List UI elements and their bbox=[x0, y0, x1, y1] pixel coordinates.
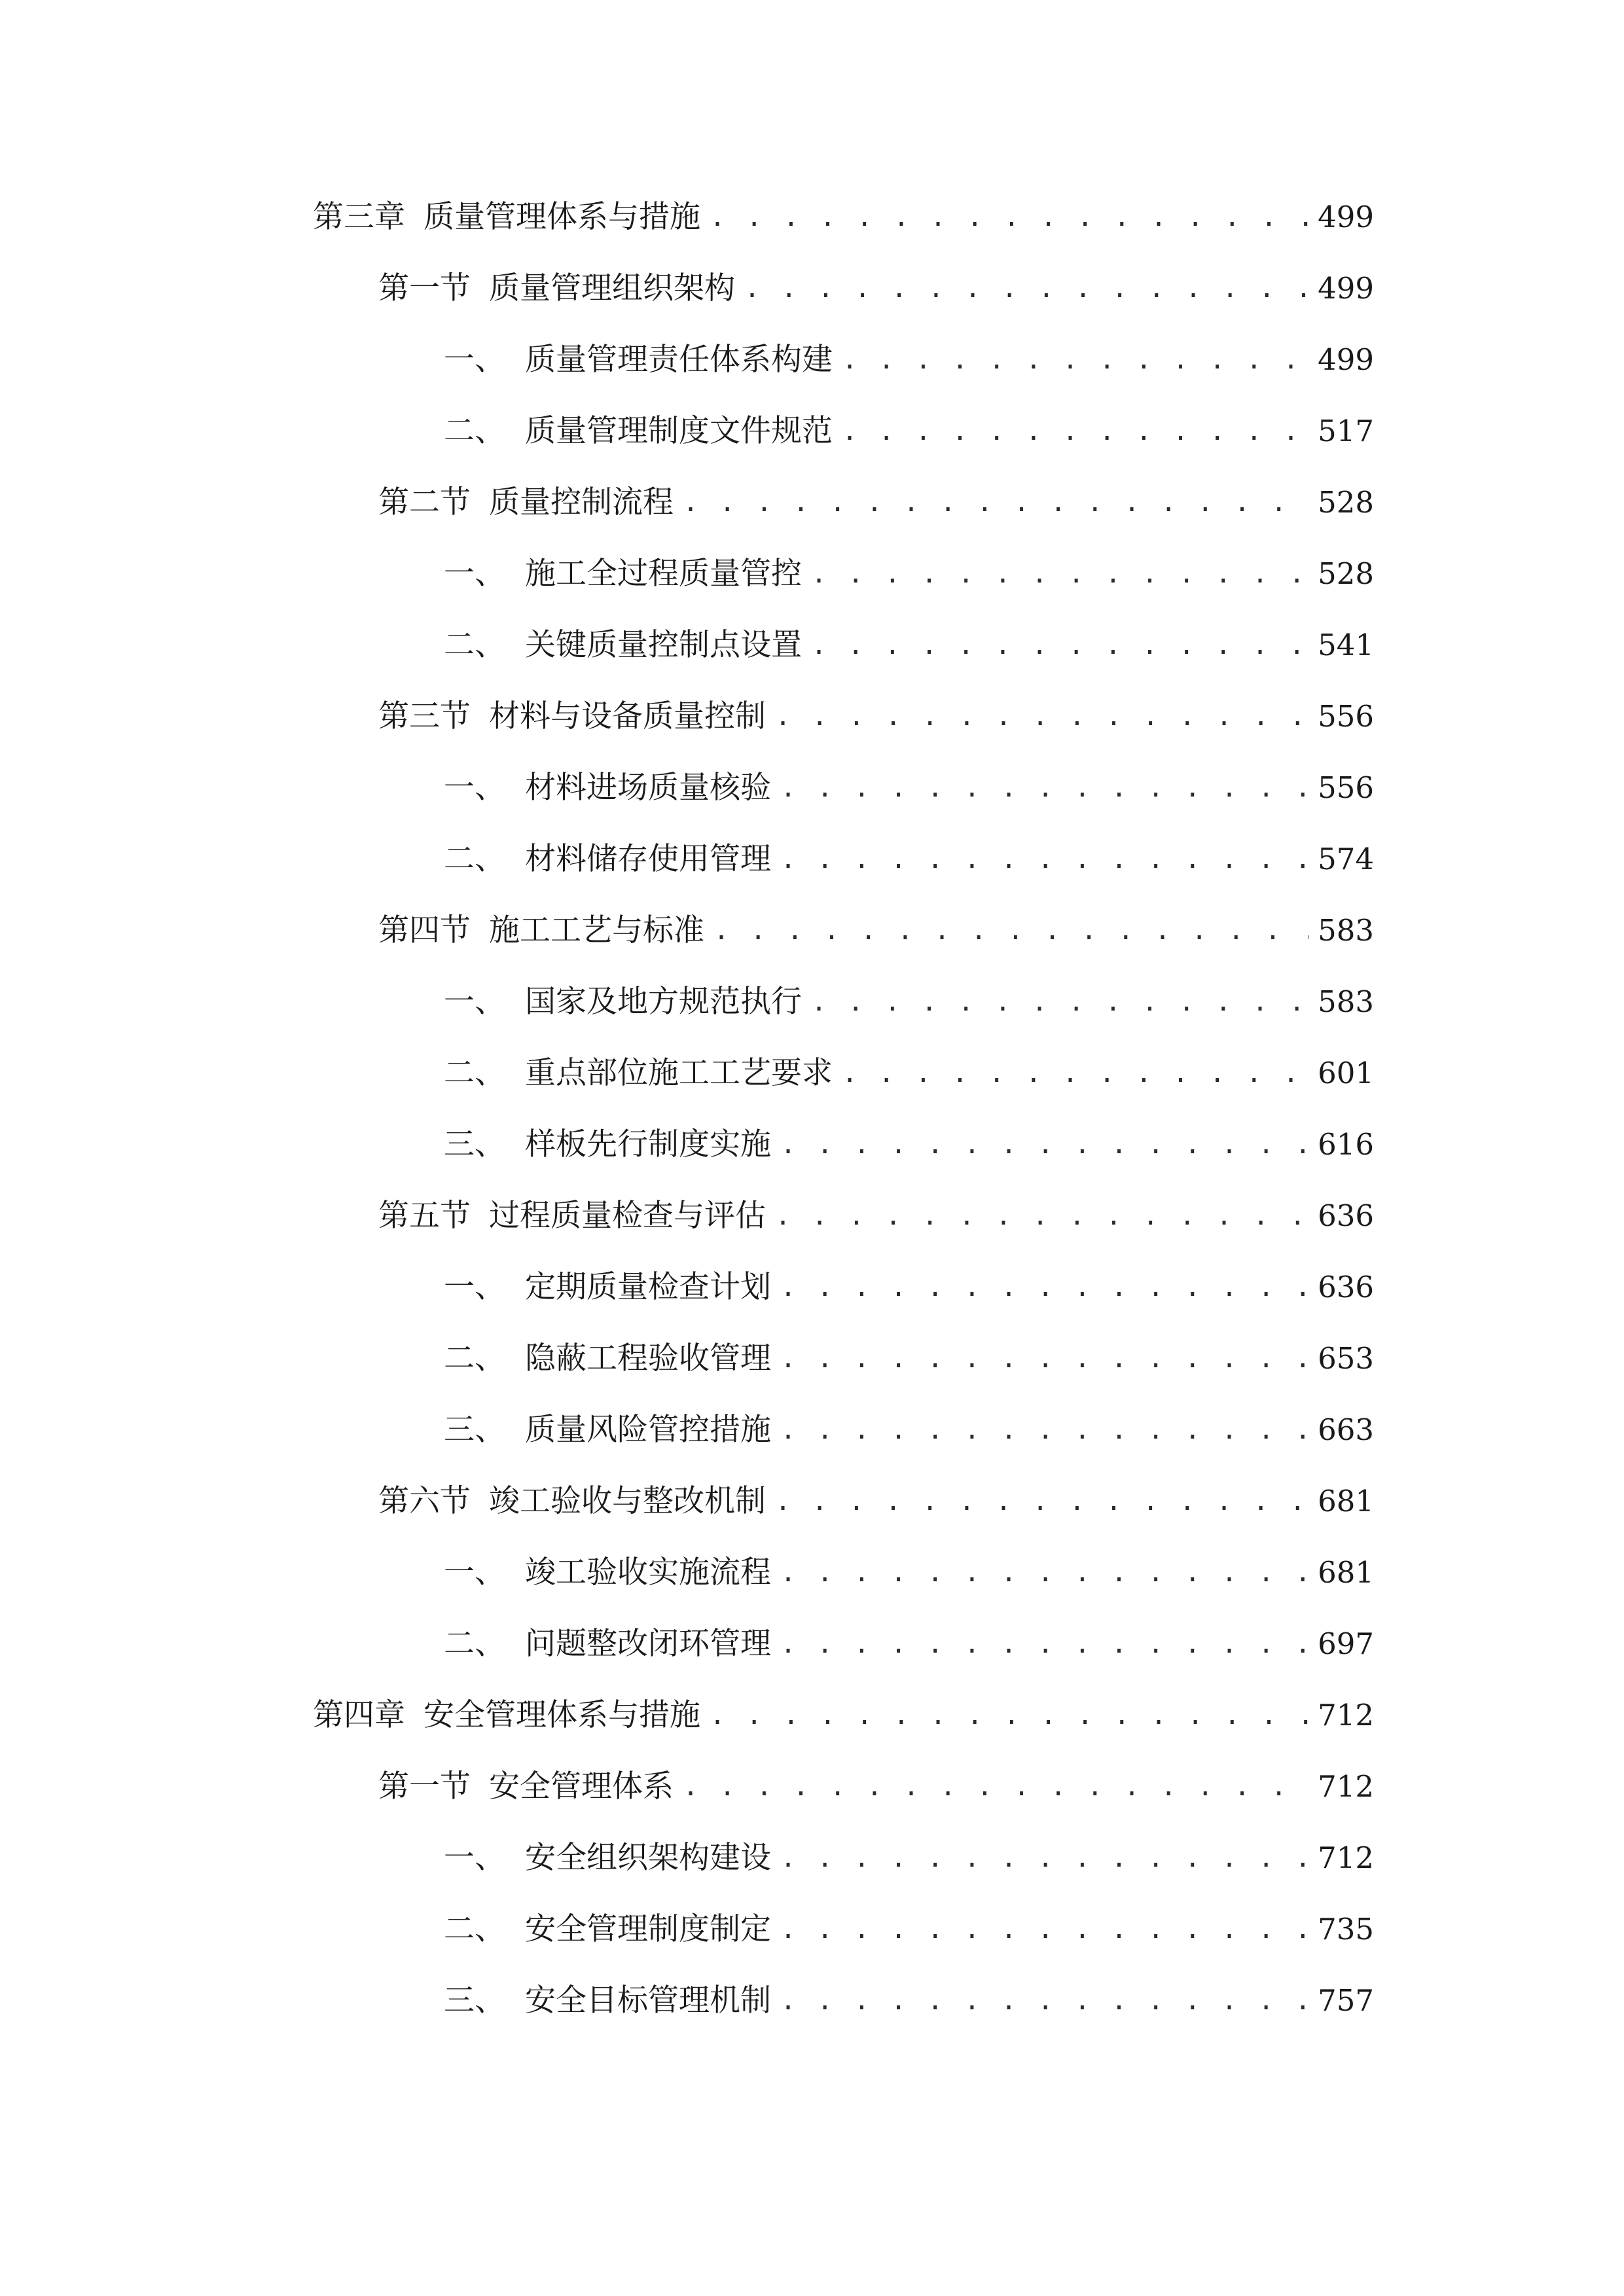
toc-page-number: 528 bbox=[1318, 485, 1374, 520]
toc-entry-item[interactable] bbox=[444, 1550, 1374, 1596]
toc-page-number: 556 bbox=[1318, 699, 1374, 734]
toc-entry-title: 样板先行制度实施 bbox=[525, 1126, 771, 1162]
toc-entry-title: 安全管理体系与措施 bbox=[424, 1697, 700, 1733]
toc-entry-number: 第一节 bbox=[378, 1768, 471, 1804]
toc-entry-title: 安全组织架构建设 bbox=[525, 1840, 771, 1876]
toc-entry-number: 三、 bbox=[444, 1412, 505, 1448]
toc-entry-number: 三、 bbox=[444, 1126, 505, 1162]
toc-entry-title: 施工工艺与标准 bbox=[489, 912, 704, 948]
toc-page-number: 528 bbox=[1318, 556, 1374, 591]
toc-entry-number: 第三节 bbox=[378, 698, 471, 734]
toc-entry-title: 安全管理制度制定 bbox=[525, 1911, 771, 1947]
toc-entry-title: 问题整改闭环管理 bbox=[525, 1626, 771, 1662]
toc-entry-title: 过程质量检查与评估 bbox=[489, 1198, 766, 1234]
toc-dot-leader bbox=[811, 622, 1308, 668]
toc-entry-number: 二、 bbox=[444, 1055, 505, 1091]
toc-entry-item[interactable] bbox=[444, 1336, 1374, 1382]
toc-dot-leader bbox=[780, 1978, 1308, 2024]
toc-dot-leader bbox=[780, 1621, 1308, 1667]
toc-entry-number: 一、 bbox=[444, 556, 505, 592]
toc-page-number: 499 bbox=[1318, 271, 1374, 306]
toc-dot-leader bbox=[780, 1336, 1308, 1382]
toc-entry-number: 三、 bbox=[444, 1982, 505, 2018]
toc-entry-item[interactable] bbox=[444, 979, 1374, 1025]
toc-entry-number: 二、 bbox=[444, 841, 505, 877]
toc-entry-title: 质量管理体系与措施 bbox=[424, 199, 700, 235]
toc-entry-title: 竣工验收实施流程 bbox=[525, 1554, 771, 1590]
toc-page-number: 712 bbox=[1318, 1840, 1374, 1875]
toc-entry-section[interactable] bbox=[378, 1764, 1374, 1810]
toc-entry-number: 二、 bbox=[444, 413, 505, 449]
toc-entry-number: 二、 bbox=[444, 1340, 505, 1376]
toc-entry-section[interactable] bbox=[378, 1193, 1374, 1239]
toc-page-number: 712 bbox=[1318, 1769, 1374, 1804]
toc-dot-leader bbox=[744, 266, 1308, 312]
toc-page-number: 583 bbox=[1318, 984, 1374, 1019]
toc-entry-item[interactable] bbox=[444, 408, 1374, 454]
toc-entry-number: 第四节 bbox=[378, 912, 471, 948]
toc-page-number: 556 bbox=[1318, 770, 1374, 805]
toc-dot-leader bbox=[713, 908, 1308, 954]
toc-entry-title: 重点部位施工工艺要求 bbox=[525, 1055, 833, 1091]
toc-page-number: 735 bbox=[1318, 1912, 1374, 1946]
toc-page-number: 653 bbox=[1318, 1341, 1374, 1376]
toc-dot-leader bbox=[780, 1550, 1308, 1596]
toc-entry-number: 二、 bbox=[444, 1626, 505, 1662]
toc-entry-item[interactable] bbox=[444, 1907, 1374, 1952]
toc-page-number: 681 bbox=[1318, 1484, 1374, 1518]
toc-entry-number: 第三章 bbox=[313, 199, 405, 235]
toc-entry-title: 材料与设备质量控制 bbox=[489, 698, 766, 734]
toc-entry-item[interactable] bbox=[444, 622, 1374, 668]
toc-entry-title: 竣工验收与整改机制 bbox=[489, 1483, 766, 1519]
toc-page-number: 616 bbox=[1318, 1127, 1374, 1162]
toc-page-number: 541 bbox=[1318, 628, 1374, 662]
toc-entry-title: 安全目标管理机制 bbox=[525, 1982, 771, 2018]
toc-page-number: 601 bbox=[1318, 1056, 1374, 1090]
toc-entry-item[interactable] bbox=[444, 1265, 1374, 1310]
toc-entry-section[interactable] bbox=[378, 266, 1374, 312]
toc-entry-chapter[interactable] bbox=[313, 1693, 1374, 1738]
toc-dot-leader bbox=[775, 694, 1308, 740]
toc-entry-section[interactable] bbox=[378, 694, 1374, 740]
toc-entry-number: 第二节 bbox=[378, 484, 471, 520]
toc-dot-leader bbox=[780, 765, 1308, 811]
toc-dot-leader bbox=[842, 337, 1308, 383]
toc-entry-number: 二、 bbox=[444, 627, 505, 663]
toc-entry-number: 一、 bbox=[444, 770, 505, 806]
toc-page-number: 636 bbox=[1318, 1198, 1374, 1233]
toc-page-number: 583 bbox=[1318, 913, 1374, 948]
toc-entry-item[interactable] bbox=[444, 1050, 1374, 1096]
toc-page-number: 712 bbox=[1318, 1698, 1374, 1732]
toc-dot-leader bbox=[780, 1265, 1308, 1310]
toc-dot-leader bbox=[811, 551, 1308, 597]
toc-entry-number: 一、 bbox=[444, 1554, 505, 1590]
toc-entry-number: 二、 bbox=[444, 1911, 505, 1947]
toc-entry-item[interactable] bbox=[444, 765, 1374, 811]
toc-entry-title: 质量管理责任体系构建 bbox=[525, 342, 833, 378]
toc-entry-number: 一、 bbox=[444, 1269, 505, 1305]
toc-page-number: 636 bbox=[1318, 1270, 1374, 1304]
toc-entry-number: 第一节 bbox=[378, 270, 471, 306]
toc-entry-chapter[interactable] bbox=[313, 194, 1374, 240]
toc-entry-title: 质量管理制度文件规范 bbox=[525, 413, 833, 449]
toc-dot-leader bbox=[683, 480, 1308, 526]
toc-entry-item[interactable] bbox=[444, 1835, 1374, 1881]
toc-entry-number: 一、 bbox=[444, 342, 505, 378]
toc-entry-item[interactable] bbox=[444, 1122, 1374, 1168]
toc-dot-leader bbox=[775, 1479, 1308, 1524]
toc-dot-leader bbox=[780, 1835, 1308, 1881]
toc-entry-title: 质量风险管控措施 bbox=[525, 1412, 771, 1448]
toc-entry-title: 质量管理组织架构 bbox=[489, 270, 735, 306]
toc-dot-leader bbox=[842, 1050, 1308, 1096]
toc-dot-leader bbox=[710, 1693, 1308, 1738]
toc-entry-item[interactable] bbox=[444, 1978, 1374, 2024]
toc-entry-item[interactable] bbox=[444, 836, 1374, 882]
toc-entry-title: 质量控制流程 bbox=[489, 484, 674, 520]
toc-entry-item[interactable] bbox=[444, 1407, 1374, 1453]
toc-dot-leader bbox=[811, 979, 1308, 1025]
toc-page-number: 757 bbox=[1318, 1983, 1374, 2018]
toc-entry-title: 安全管理体系 bbox=[489, 1768, 674, 1804]
toc-dot-leader bbox=[775, 1193, 1308, 1239]
toc-entry-title: 定期质量检查计划 bbox=[525, 1269, 771, 1305]
toc-entry-number: 一、 bbox=[444, 1840, 505, 1876]
toc-entry-number: 第六节 bbox=[378, 1483, 471, 1519]
toc-dot-leader bbox=[683, 1764, 1308, 1810]
toc-entry-section[interactable] bbox=[378, 1479, 1374, 1524]
toc-dot-leader bbox=[780, 836, 1308, 882]
toc-entry-title: 材料进场质量核验 bbox=[525, 770, 771, 806]
toc-entry-item[interactable] bbox=[444, 337, 1374, 383]
toc-entry-number: 第五节 bbox=[378, 1198, 471, 1234]
toc-dot-leader bbox=[842, 408, 1308, 454]
toc-page-number: 517 bbox=[1318, 414, 1374, 448]
toc-page-number: 663 bbox=[1318, 1412, 1374, 1447]
toc-entry-section[interactable] bbox=[378, 908, 1374, 954]
toc-entry-title: 关键质量控制点设置 bbox=[525, 627, 802, 663]
toc-page-number: 681 bbox=[1318, 1555, 1374, 1590]
toc-entry-item[interactable] bbox=[444, 551, 1374, 597]
toc-page-number: 574 bbox=[1318, 842, 1374, 876]
toc-dot-leader bbox=[710, 194, 1308, 240]
toc-entry-title: 隐蔽工程验收管理 bbox=[525, 1340, 771, 1376]
toc-entry-item[interactable] bbox=[444, 1621, 1374, 1667]
toc-entry-section[interactable] bbox=[378, 480, 1374, 526]
toc-entry-title: 施工全过程质量管控 bbox=[525, 556, 802, 592]
toc-page-number: 499 bbox=[1318, 200, 1374, 234]
toc-page-number: 499 bbox=[1318, 342, 1374, 377]
toc-dot-leader bbox=[780, 1407, 1308, 1453]
toc-entry-number: 第四章 bbox=[313, 1697, 405, 1733]
toc-entry-title: 材料储存使用管理 bbox=[525, 841, 771, 877]
toc-dot-leader bbox=[780, 1907, 1308, 1952]
toc-entry-title: 国家及地方规范执行 bbox=[525, 984, 802, 1020]
toc-dot-leader bbox=[780, 1122, 1308, 1168]
toc-entry-number: 一、 bbox=[444, 984, 505, 1020]
toc-page-number: 697 bbox=[1318, 1626, 1374, 1661]
